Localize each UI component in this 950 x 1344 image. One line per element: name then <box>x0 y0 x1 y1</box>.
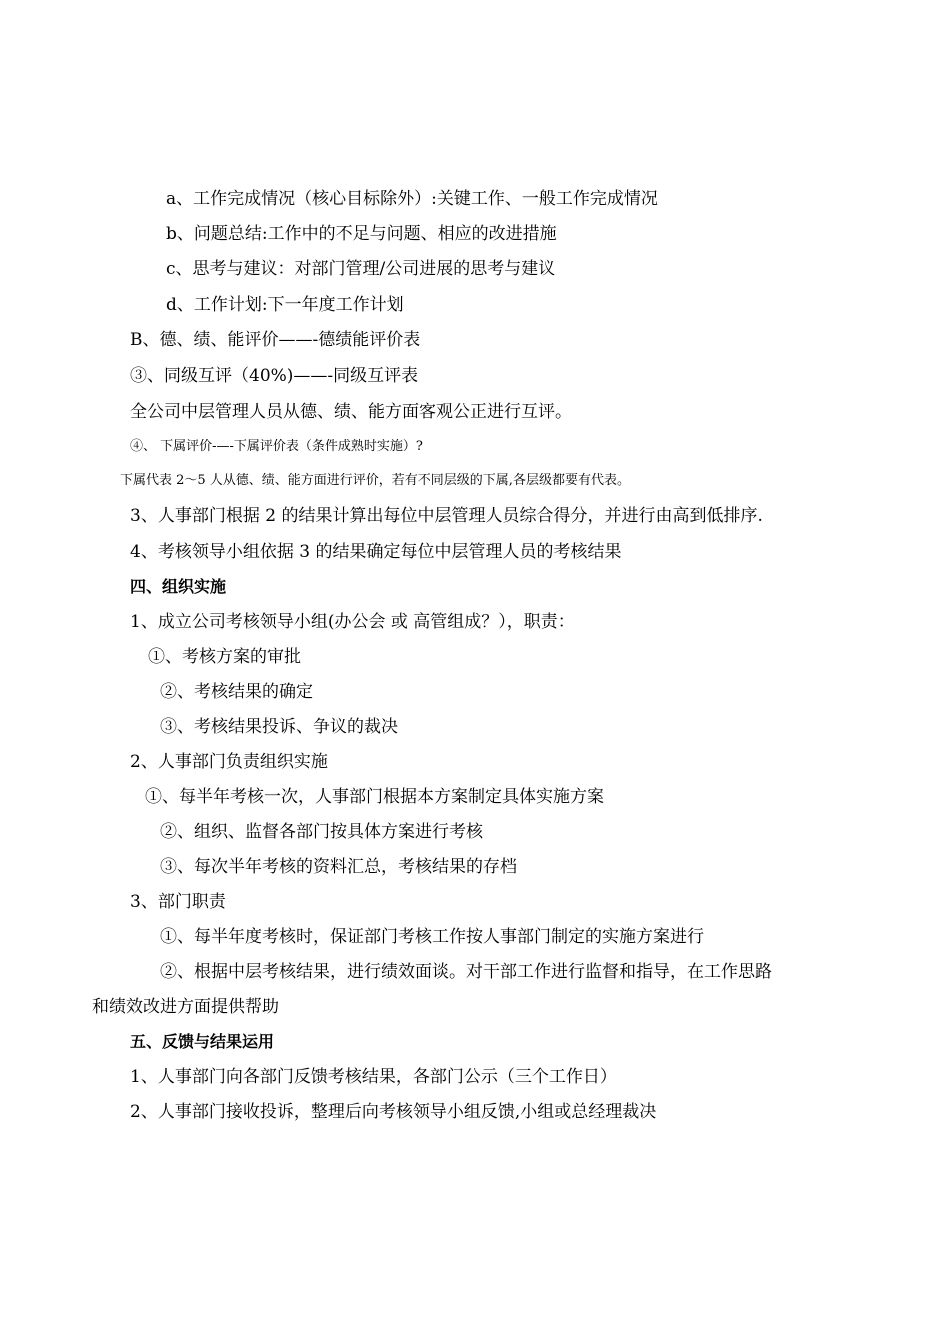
feedback-2: 2、人事部门接收投诉，整理后向考核领导小组反馈,小组或总经理裁决 <box>130 1102 657 1122</box>
step-4-result: 4、考核领导小组依据 3 的结果确定每位中层管理人员的考核结果 <box>130 542 622 562</box>
impl-3-duty-1: ①、每半年度考核时，保证部门考核工作按人事部门制定的实施方案进行 <box>160 927 704 947</box>
item-a-work-completion: a、工作完成情况（核心目标除外）:关键工作、一般工作完成情况 <box>166 189 658 209</box>
item-subordinate-review: ④、 下属评价-—-下属评价表（条件成熟时实施）? <box>130 439 423 454</box>
section-heading-feedback: 五、反馈与结果运用 <box>130 1032 275 1051</box>
item-b-problem-summary: b、问题总结:工作中的不足与问题、相应的改进措施 <box>166 224 557 244</box>
impl-1-duty-1: ①、考核方案的审批 <box>148 647 301 667</box>
feedback-1: 1、人事部门向各部门反馈考核结果，各部门公示（三个工作日） <box>130 1067 617 1087</box>
item-peer-review: ③、同级互评（40%)——-同级互评表 <box>130 366 419 386</box>
impl-1-leadership-group: 1、成立公司考核领导小组(办公会 或 高管组成？），职责： <box>130 612 575 632</box>
subordinate-review-desc: 下属代表 2～5 人从德、绩、能方面进行评价，若有不同层级的下属,各层级都要有代表。 <box>120 473 630 488</box>
item-c-suggestions: c、思考与建议：对部门管理/公司进展的思考与建议 <box>166 259 556 279</box>
impl-2-duty-3: ③、每次半年考核的资料汇总，考核结果的存档 <box>160 857 517 877</box>
peer-review-desc: 全公司中层管理人员从德、绩、能方面客观公正进行互评。 <box>130 402 572 422</box>
impl-1-duty-3: ③、考核结果投诉、争议的裁决 <box>160 717 398 737</box>
impl-2-duty-2: ②、组织、监督各部门按具体方案进行考核 <box>160 822 483 842</box>
impl-3-duty-2-cont: 和绩效改进方面提供帮助 <box>92 997 279 1017</box>
item-b-evaluation: B、德、绩、能评价——-德绩能评价表 <box>130 330 421 350</box>
impl-3-duty-2: ②、根据中层考核结果，进行绩效面谈。对干部工作进行监督和指导，在工作思路 <box>160 962 772 982</box>
item-d-work-plan: d、工作计划:下一年度工作计划 <box>166 295 404 315</box>
impl-1-duty-2: ②、考核结果的确定 <box>160 682 313 702</box>
impl-2-hr-department: 2、人事部门负责组织实施 <box>130 752 328 772</box>
impl-3-department-duties: 3、部门职责 <box>130 892 226 912</box>
impl-2-duty-1: ①、每半年考核一次，人事部门根据本方案制定具体实施方案 <box>145 787 604 807</box>
step-3-ranking: 3、人事部门根据 2 的结果计算出每位中层管理人员综合得分，并进行由高到低排序. <box>130 506 763 526</box>
section-heading-implementation: 四、组织实施 <box>130 577 227 596</box>
